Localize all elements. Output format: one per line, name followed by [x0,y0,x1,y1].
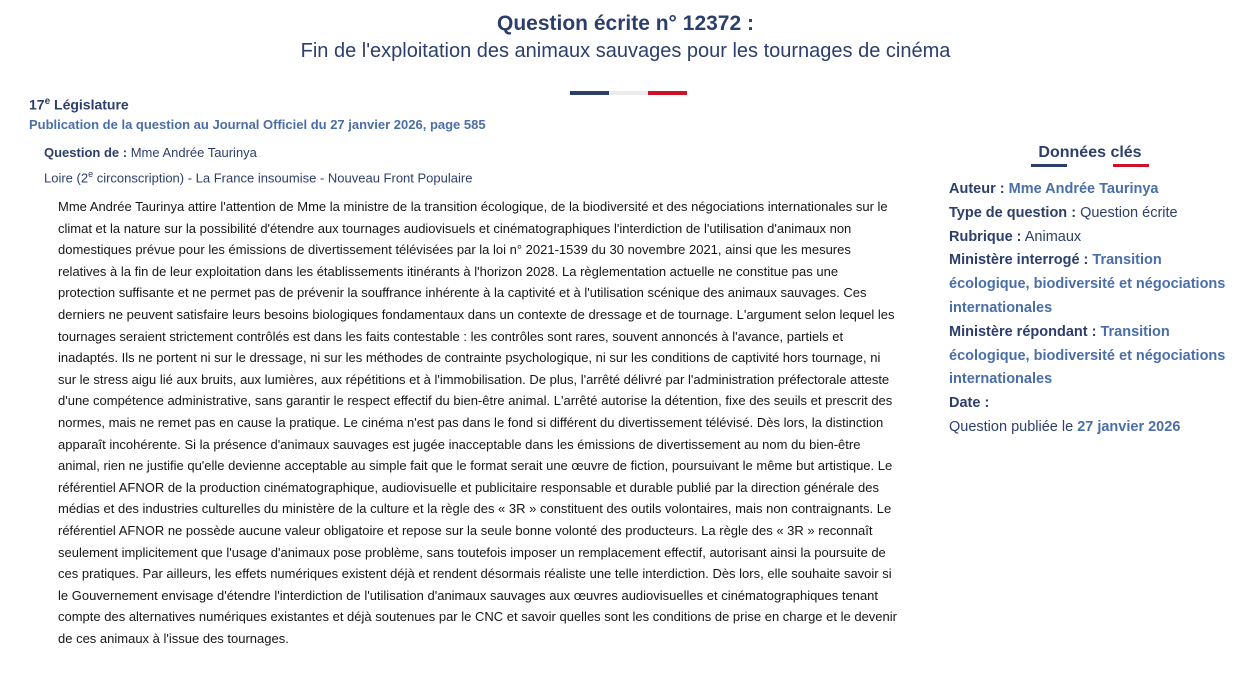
key-data-underline [1031,164,1149,167]
legislature-label: Législature [54,96,129,113]
key-data-ministry-asked: Ministère interrogé : Transition écologique, biodiversité et négociations internationales [949,252,1226,316]
page-header [0,10,1251,65]
page-title: Question écrite n° 12372 : [497,12,754,35]
publication-info: Publication de la question au Journal Officiel du 27 janvier 2026, page 585 [29,117,486,132]
ministry-asked-link[interactable]: Transition écologique, biodiversité et négociations internationales [949,252,1226,316]
tricolor-divider [570,91,687,95]
ministry-answer-link[interactable]: Transition écologique, biodiversité et négociations internationales [949,323,1226,388]
key-data-title: Données clés [1038,144,1142,161]
key-data-type: Type de question : Question écrite [949,204,1178,221]
page-subtitle: Fin de l'exploitation des animaux sauvages pour les tournages de cinéma [300,40,951,62]
question-author-line [44,145,257,161]
question-author-label: Question de : [44,145,128,160]
legislature-number: 17 [29,96,45,113]
key-data-panel [949,178,1229,440]
question-body: Mme Andrée Taurinya attire l'attention de Mme la ministre de la transition écologique, de la biodiversité et des négociations internationales sur le climat et la nature sur la possibilité d'étendre aux tournages audiovisuels et cinématographiques l'interdiction de l'utilisation d'animaux non domestiques prévue pour les émissions de divertissement télévisées par la loi n° 2021-1539 du 30 novembre 2021, ainsi que les mesures relatives à la fin de leur exploitation dans les établissements itinérants à l'horizon 2028. La règlementation actuelle ne constitue pas une protection suffisante et ne permet pas de prévenir la souffrance inhérente à la captivité et à l'utilisation scénique des animaux sauvages. Ces derniers ne peuvent satisfaire leurs besoins biologiques fondamentaux dans un contexte de dressage et de tournage. L'argument selon lequel les tournages seraient strictement contrôlés est dans les faits contestable : les contrôles sont rares, souvent annoncés à l'avance, partiels et inadaptés. Ils ne portent ni sur le dressage, ni sur les méthodes de contrainte psychologique, ni sur les conditions de captivité hors tournage, ni sur le stress aigu lié aux bruits, aux lumières, aux répétitions et à l'immobilisation. De plus, l'arrêté délivré par l'administration préfectorale atteste d'une compétence administrative, sans garantir le respect effectif du bien-être animal. L'arrêté autorise la détention, fixe des seuils et prescrit des normes, mais ne remet pas en cause la pratique. Le cinéma n'est pas dans le fond si différent du divertissement télévisé. Dès lors, la distinction apparaît incohérente. Si la présence d'animaux sauvages est jugée inacceptable dans les émissions de divertissement au nom du bien-être animal, rien ne justifie qu'elle devienne acceptable au simple fait que le format serait une œuvre de fiction, poursuivant le même but artistique. Le référentiel AFNOR de la production cinématographique, audiovisuelle et publicitaire responsable et durable publié par la direction générale des médias et des industries culturelles du ministère de la culture et la règle des « 3R » constituent des outils volontaires, mais non contraignants. Le référentiel AFNOR ne possède aucune valeur obligatoire et repose sur la seule bonne volonté des producteurs. La règle des « 3R » reconnaît seulement implicitement que l'usage d'animaux pose problème, sans toutefois imposer un remplacement effectif, autorisant ainsi la poursuite de ces pratiques. Par ailleurs, les effets numériques existent déjà et rendent désormais réaliste une telle interdiction. Dès lors, elle souhaite savoir si le Gouvernement envisage d'étendre l'interdiction de l'utilisation d'animaux sauvages aux œuvres audiovisuelles et cinématographiques tenant compte des alternatives numériques existantes et déjà soutenues par le CNC et savoir quelles sont les conditions de prise en charge et le devenir de ces animaux à l'issue des tournages. [58,199,897,646]
key-data-date: Question publiée le 27 janvier 2026 [949,418,1181,435]
date-link[interactable]: 27 janvier 2026 [1077,418,1181,435]
author-link[interactable]: Mme Andrée Taurinya [1008,181,1159,197]
key-data-date-label: Date : [949,395,990,412]
legislature-suffix: e [44,96,51,107]
key-data-rubric: Rubrique : Animaux [949,228,1082,245]
key-data-ministry-answer: Ministère répondant : Transition écologique, biodiversité et négociations internationales [949,323,1226,388]
question-author-name[interactable]: Mme Andrée Taurinya [130,145,257,160]
legislature [29,96,129,113]
key-data-author: Auteur : Mme Andrée Taurinya [949,181,1159,197]
question-constituency: Loire (2e circonscription) - La France insoumise - Nouveau Front Populaire [44,169,473,186]
